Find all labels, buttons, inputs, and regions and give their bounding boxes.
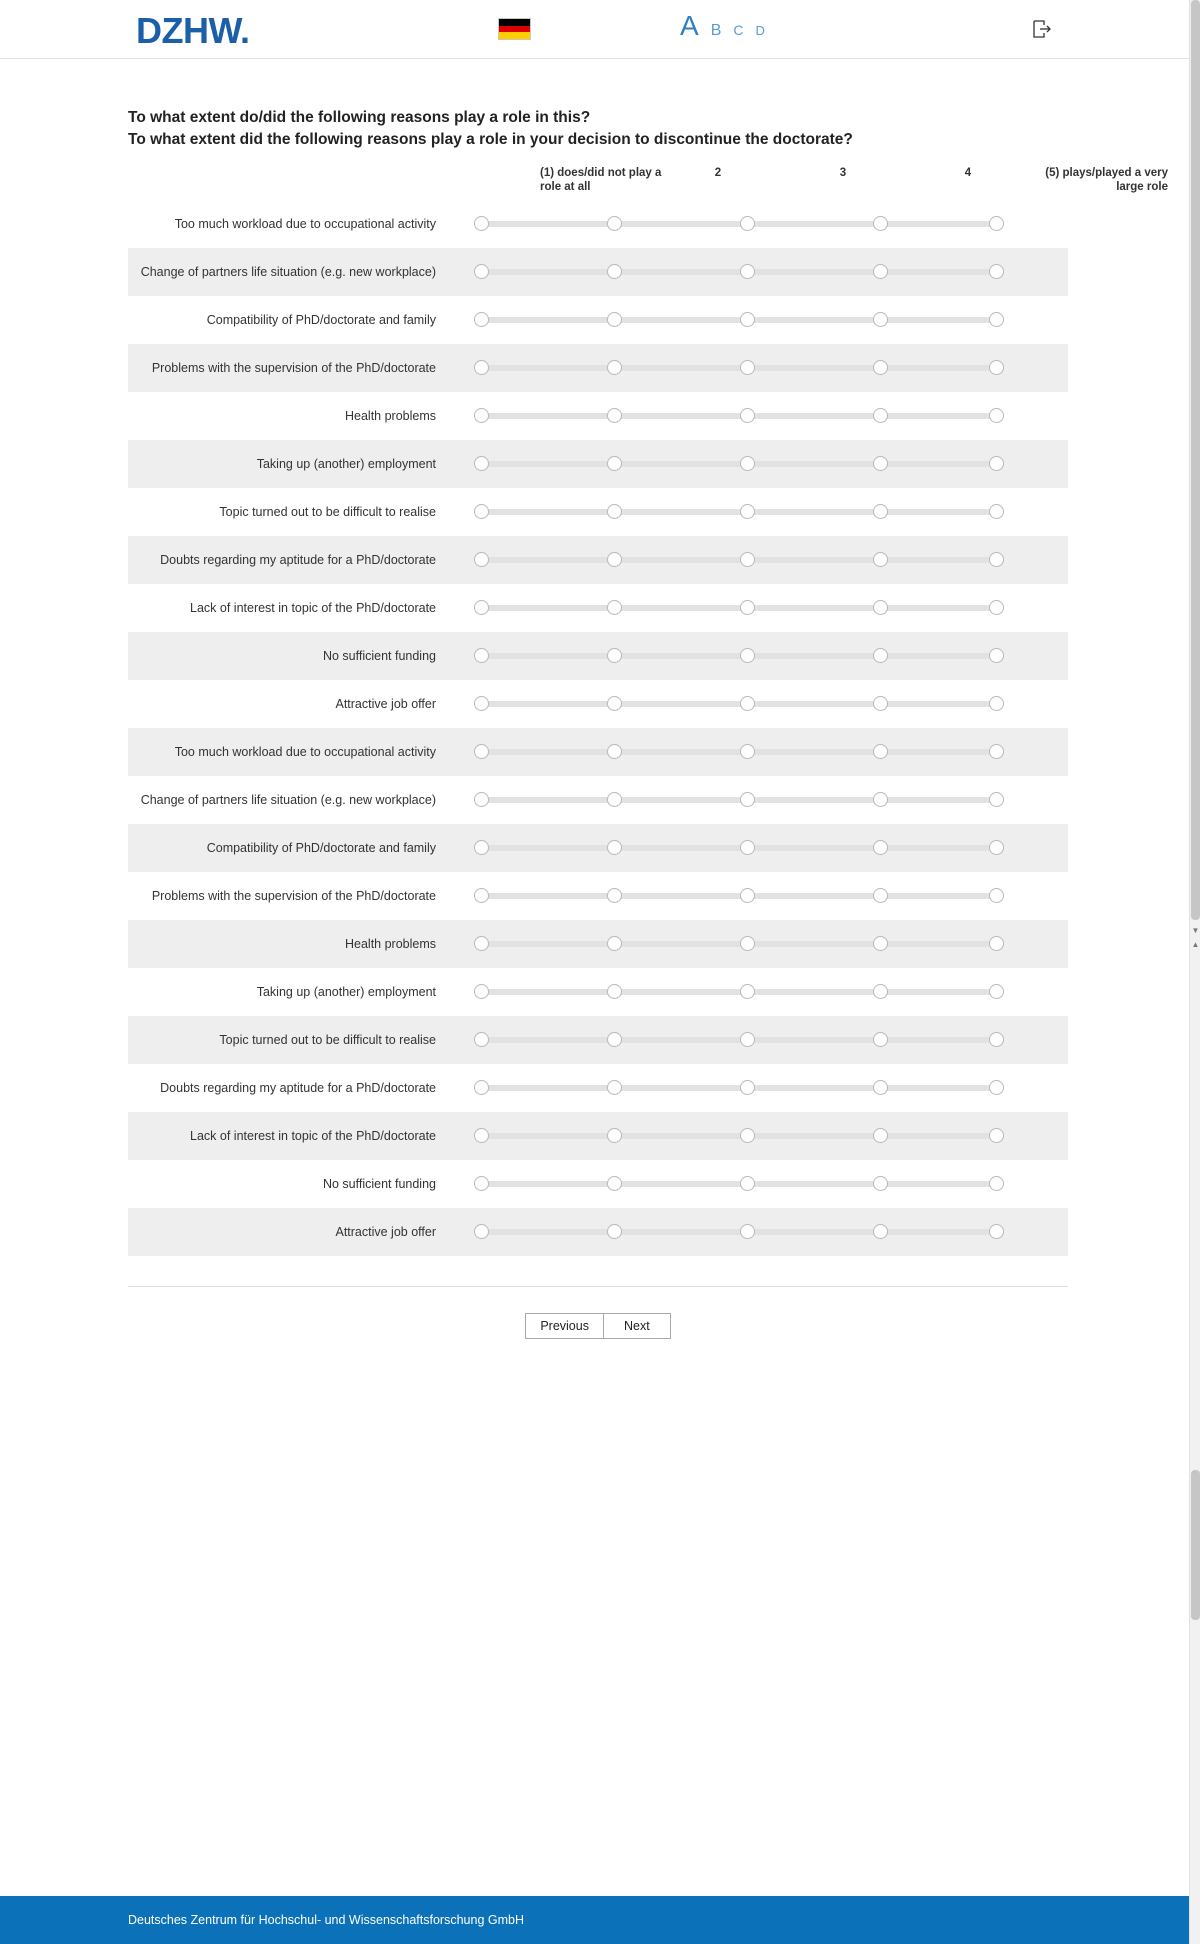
row-label: Change of partners life situation (e.g. new workplace) <box>140 264 436 279</box>
slider-handle-5[interactable] <box>989 1032 1004 1047</box>
table-row <box>128 440 1068 488</box>
slider-handle-2[interactable] <box>607 264 622 279</box>
slider-handle-4[interactable] <box>873 552 888 567</box>
slider-handle-2[interactable] <box>607 360 622 375</box>
rating-slider[interactable] <box>474 405 1004 427</box>
slider-track[interactable] <box>474 845 1004 851</box>
slider-handle-5[interactable] <box>989 360 1004 375</box>
logout-icon[interactable] <box>1031 18 1053 40</box>
logo-text: DZHW. <box>136 10 250 51</box>
rating-slider[interactable] <box>474 549 1004 571</box>
scrollbar-thumb[interactable] <box>1191 0 1200 920</box>
flag-stripe-gold <box>499 32 530 39</box>
slider-handle-2[interactable] <box>607 312 622 327</box>
navigation-buttons <box>128 1313 1068 1339</box>
scrollbar-thumb-secondary[interactable] <box>1191 1470 1200 1620</box>
slider-handle-2[interactable] <box>607 504 622 519</box>
slider-handle-3[interactable] <box>740 600 755 615</box>
row-label: Taking up (another) employment <box>256 984 436 999</box>
slider-handle-1[interactable] <box>474 456 489 471</box>
table-row <box>128 536 1068 584</box>
slider-handle-4[interactable] <box>873 792 888 807</box>
slider-track[interactable] <box>474 893 1004 899</box>
rating-slider[interactable] <box>474 789 1004 811</box>
table-row <box>128 632 1068 680</box>
scale-label-5: (5) plays/played a very large role <box>1045 166 1168 194</box>
rating-slider[interactable] <box>474 453 1004 475</box>
dzhw-logo <box>136 10 249 52</box>
slider-track[interactable] <box>474 509 1004 515</box>
font-size-selector <box>680 10 765 42</box>
font-size-a[interactable]: A <box>680 10 699 41</box>
rating-slider[interactable] <box>474 645 1004 667</box>
row-label: Health problems <box>344 408 436 423</box>
row-label: No sufficient funding <box>322 648 436 663</box>
matrix-rows <box>128 200 1068 1256</box>
row-label: Change of partners life situation (e.g. new workplace) <box>140 792 436 807</box>
slider-handle-4[interactable] <box>873 840 888 855</box>
rating-slider[interactable] <box>474 1173 1004 1195</box>
slider-track[interactable] <box>474 989 1004 995</box>
slider-track[interactable] <box>474 317 1004 323</box>
scale-header <box>128 166 1168 200</box>
slider-handle-4[interactable] <box>873 936 888 951</box>
row-label: Doubts regarding my aptitude for a PhD/doctorate <box>160 552 436 567</box>
table-row <box>128 344 1068 392</box>
slider-handle-1[interactable] <box>474 936 489 951</box>
slider-handle-4[interactable] <box>873 216 888 231</box>
slider-handle-3[interactable] <box>740 648 755 663</box>
scroll-up-arrow-icon[interactable]: ▲ <box>1191 940 1200 949</box>
row-label: Compatibility of PhD/doctorate and family <box>206 312 436 327</box>
table-row <box>128 1016 1068 1064</box>
slider-handle-4[interactable] <box>873 888 888 903</box>
slider-handle-4[interactable] <box>873 1128 888 1143</box>
slider-handle-3[interactable] <box>740 744 755 759</box>
slider-handle-2[interactable] <box>607 984 622 999</box>
scale-label-2: 2 <box>714 166 722 179</box>
slider-handle-2[interactable] <box>607 600 622 615</box>
slider-handle-4[interactable] <box>873 744 888 759</box>
scroll-down-arrow-icon[interactable]: ▼ <box>1191 926 1200 935</box>
slider-handle-1[interactable] <box>474 552 489 567</box>
previous-button[interactable]: Previous <box>525 1313 604 1339</box>
slider-handle-5[interactable] <box>989 936 1004 951</box>
row-label: Topic turned out to be difficult to realise <box>219 1032 436 1047</box>
slider-handle-4[interactable] <box>873 1032 888 1047</box>
table-row <box>128 392 1068 440</box>
slider-handle-1[interactable] <box>474 360 489 375</box>
slider-handle-3[interactable] <box>740 984 755 999</box>
button-group <box>525 1313 670 1339</box>
row-label: Topic turned out to be difficult to realise <box>219 504 436 519</box>
slider-handle-2[interactable] <box>607 1080 622 1095</box>
slider-handle-5[interactable] <box>989 408 1004 423</box>
section-divider <box>128 1286 1068 1287</box>
slider-handle-1[interactable] <box>474 408 489 423</box>
row-label: Problems with the supervision of the PhD/doctorate <box>151 360 436 375</box>
scale-label-4: 4 <box>964 166 972 179</box>
slider-handle-4[interactable] <box>873 696 888 711</box>
rating-matrix <box>128 166 1168 1256</box>
slider-handle-3[interactable] <box>740 1080 755 1095</box>
rating-slider[interactable] <box>474 501 1004 523</box>
slider-track[interactable] <box>474 461 1004 467</box>
rating-slider[interactable] <box>474 1125 1004 1147</box>
row-label: Compatibility of PhD/doctorate and family <box>206 840 436 855</box>
slider-handle-4[interactable] <box>873 1176 888 1191</box>
slider-track[interactable] <box>474 701 1004 707</box>
rating-slider[interactable] <box>474 357 1004 379</box>
slider-handle-4[interactable] <box>873 312 888 327</box>
slider-handle-2[interactable] <box>607 888 622 903</box>
rating-slider[interactable] <box>474 597 1004 619</box>
slider-track[interactable] <box>474 605 1004 611</box>
slider-handle-2[interactable] <box>607 936 622 951</box>
slider-handle-4[interactable] <box>873 1224 888 1239</box>
slider-handle-3[interactable] <box>740 792 755 807</box>
question-line-1: To what extent do/did the following reasons play a role in this? <box>128 109 591 126</box>
slider-handle-5[interactable] <box>989 648 1004 663</box>
slider-handle-5[interactable] <box>989 504 1004 519</box>
table-row <box>128 1064 1068 1112</box>
slider-handle-4[interactable] <box>873 504 888 519</box>
slider-handle-5[interactable] <box>989 792 1004 807</box>
slider-handle-5[interactable] <box>989 216 1004 231</box>
slider-track[interactable] <box>474 413 1004 419</box>
rating-slider[interactable] <box>474 885 1004 907</box>
slider-track[interactable] <box>474 797 1004 803</box>
question-line-2: To what extent did the following reasons play a role in your decision to discontinue the doctorate? <box>128 131 853 149</box>
slider-track[interactable] <box>474 365 1004 371</box>
slider-handle-3[interactable] <box>740 1032 755 1047</box>
table-row <box>128 200 1068 248</box>
slider-handle-2[interactable] <box>607 1128 622 1143</box>
slider-track[interactable] <box>474 749 1004 755</box>
slider-handle-1[interactable] <box>474 1176 489 1191</box>
slider-handle-1[interactable] <box>474 1224 489 1239</box>
slider-handle-5[interactable] <box>989 840 1004 855</box>
table-row <box>128 1160 1068 1208</box>
slider-handle-5[interactable] <box>989 696 1004 711</box>
row-label: Too much workload due to occupational activity <box>174 216 436 231</box>
slider-handle-1[interactable] <box>474 888 489 903</box>
slider-handle-4[interactable] <box>873 456 888 471</box>
slider-track[interactable] <box>474 221 1004 227</box>
row-label: Attractive job offer <box>335 696 436 711</box>
slider-handle-5[interactable] <box>989 1224 1004 1239</box>
slider-handle-2[interactable] <box>607 840 622 855</box>
slider-handle-2[interactable] <box>607 456 622 471</box>
slider-handle-1[interactable] <box>474 312 489 327</box>
slider-handle-4[interactable] <box>873 408 888 423</box>
row-label: Lack of interest in topic of the PhD/doctorate <box>190 1128 436 1143</box>
slider-handle-1[interactable] <box>474 1128 489 1143</box>
slider-handle-5[interactable] <box>989 1176 1004 1191</box>
row-label: Doubts regarding my aptitude for a PhD/doctorate <box>160 1080 436 1095</box>
row-label: Taking up (another) employment <box>256 456 436 471</box>
table-row <box>128 824 1068 872</box>
rating-slider[interactable] <box>474 693 1004 715</box>
rating-slider[interactable] <box>474 837 1004 859</box>
german-flag-icon[interactable] <box>498 18 531 40</box>
row-label: Attractive job offer <box>335 1224 436 1239</box>
app-header <box>0 0 1200 59</box>
slider-handle-4[interactable] <box>873 360 888 375</box>
row-label: Too much workload due to occupational activity <box>174 744 436 759</box>
slider-handle-2[interactable] <box>607 744 622 759</box>
slider-handle-2[interactable] <box>607 648 622 663</box>
rating-slider[interactable] <box>474 933 1004 955</box>
slider-track[interactable] <box>474 557 1004 563</box>
flag-stripe-black <box>499 19 530 26</box>
slider-handle-3[interactable] <box>740 552 755 567</box>
slider-handle-5[interactable] <box>989 600 1004 615</box>
slider-track[interactable] <box>474 1037 1004 1043</box>
slider-handle-3[interactable] <box>740 216 755 231</box>
table-row <box>128 920 1068 968</box>
font-size-c[interactable]: C <box>733 22 744 38</box>
footer-text: Deutsches Zentrum für Hochschul- und Wissenschaftsforschung GmbH <box>128 1913 524 1927</box>
page-footer <box>0 1896 1189 1944</box>
slider-handle-3[interactable] <box>740 312 755 327</box>
slider-handle-3[interactable] <box>740 264 755 279</box>
font-size-d[interactable]: D <box>755 23 765 38</box>
slider-handle-3[interactable] <box>740 1176 755 1191</box>
slider-handle-2[interactable] <box>607 216 622 231</box>
table-row <box>128 1112 1068 1160</box>
slider-track[interactable] <box>474 1085 1004 1091</box>
row-label: No sufficient funding <box>322 1176 436 1191</box>
table-row <box>128 968 1068 1016</box>
slider-handle-1[interactable] <box>474 1032 489 1047</box>
slider-handle-4[interactable] <box>873 264 888 279</box>
slider-handle-1[interactable] <box>474 792 489 807</box>
slider-handle-3[interactable] <box>740 408 755 423</box>
slider-handle-3[interactable] <box>740 936 755 951</box>
table-row <box>128 728 1068 776</box>
table-row <box>128 584 1068 632</box>
flag-stripe-red <box>499 26 530 33</box>
slider-handle-1[interactable] <box>474 696 489 711</box>
slider-track[interactable] <box>474 941 1004 947</box>
font-size-b[interactable]: B <box>710 22 722 39</box>
slider-handle-5[interactable] <box>989 1128 1004 1143</box>
table-row <box>128 776 1068 824</box>
scale-label-3: 3 <box>839 166 847 179</box>
slider-track[interactable] <box>474 1229 1004 1235</box>
table-row <box>128 1208 1068 1256</box>
row-label: Lack of interest in topic of the PhD/doctorate <box>190 600 436 615</box>
table-row <box>128 680 1068 728</box>
slider-handle-2[interactable] <box>607 792 622 807</box>
slider-handle-5[interactable] <box>989 264 1004 279</box>
rating-slider[interactable] <box>474 981 1004 1003</box>
slider-handle-3[interactable] <box>740 456 755 471</box>
slider-handle-1[interactable] <box>474 1080 489 1095</box>
question-text <box>128 107 1068 152</box>
row-label: Problems with the supervision of the PhD/doctorate <box>151 888 436 903</box>
row-label: Health problems <box>344 936 436 951</box>
slider-handle-3[interactable] <box>740 360 755 375</box>
slider-handle-2[interactable] <box>607 1224 622 1239</box>
rating-slider[interactable] <box>474 1077 1004 1099</box>
slider-handle-5[interactable] <box>989 744 1004 759</box>
slider-handle-3[interactable] <box>740 504 755 519</box>
slider-handle-1[interactable] <box>474 504 489 519</box>
slider-track[interactable] <box>474 1181 1004 1187</box>
slider-handle-4[interactable] <box>873 984 888 999</box>
slider-handle-3[interactable] <box>740 696 755 711</box>
slider-track[interactable] <box>474 653 1004 659</box>
slider-handle-3[interactable] <box>740 1128 755 1143</box>
slider-handle-3[interactable] <box>740 1224 755 1239</box>
slider-handle-3[interactable] <box>740 840 755 855</box>
slider-handle-1[interactable] <box>474 216 489 231</box>
table-row <box>128 296 1068 344</box>
slider-handle-1[interactable] <box>474 840 489 855</box>
table-row <box>128 488 1068 536</box>
next-button[interactable]: Next <box>604 1313 671 1339</box>
slider-handle-5[interactable] <box>989 312 1004 327</box>
rating-slider[interactable] <box>474 741 1004 763</box>
slider-track[interactable] <box>474 269 1004 275</box>
slider-handle-1[interactable] <box>474 744 489 759</box>
slider-handle-3[interactable] <box>740 888 755 903</box>
slider-handle-4[interactable] <box>873 648 888 663</box>
table-row <box>128 248 1068 296</box>
rating-slider[interactable] <box>474 213 1004 235</box>
slider-handle-5[interactable] <box>989 984 1004 999</box>
slider-handle-2[interactable] <box>607 408 622 423</box>
scale-label-1: (1) does/did not play a role at all <box>540 166 662 194</box>
slider-handle-1[interactable] <box>474 648 489 663</box>
slider-handle-5[interactable] <box>989 888 1004 903</box>
slider-handle-5[interactable] <box>989 1080 1004 1095</box>
slider-handle-2[interactable] <box>607 696 622 711</box>
slider-handle-5[interactable] <box>989 456 1004 471</box>
rating-slider[interactable] <box>474 1221 1004 1243</box>
rating-slider[interactable] <box>474 309 1004 331</box>
rating-slider[interactable] <box>474 261 1004 283</box>
slider-track[interactable] <box>474 1133 1004 1139</box>
table-row <box>128 872 1068 920</box>
slider-handle-4[interactable] <box>873 1080 888 1095</box>
survey-content <box>0 107 1200 1339</box>
rating-slider[interactable] <box>474 1029 1004 1051</box>
slider-handle-4[interactable] <box>873 600 888 615</box>
page-scrollbar[interactable] <box>1189 0 1200 1944</box>
slider-handle-5[interactable] <box>989 552 1004 567</box>
slider-handle-2[interactable] <box>607 1032 622 1047</box>
slider-handle-1[interactable] <box>474 264 489 279</box>
slider-handle-2[interactable] <box>607 1176 622 1191</box>
slider-handle-1[interactable] <box>474 984 489 999</box>
slider-handle-1[interactable] <box>474 600 489 615</box>
slider-handle-2[interactable] <box>607 552 622 567</box>
